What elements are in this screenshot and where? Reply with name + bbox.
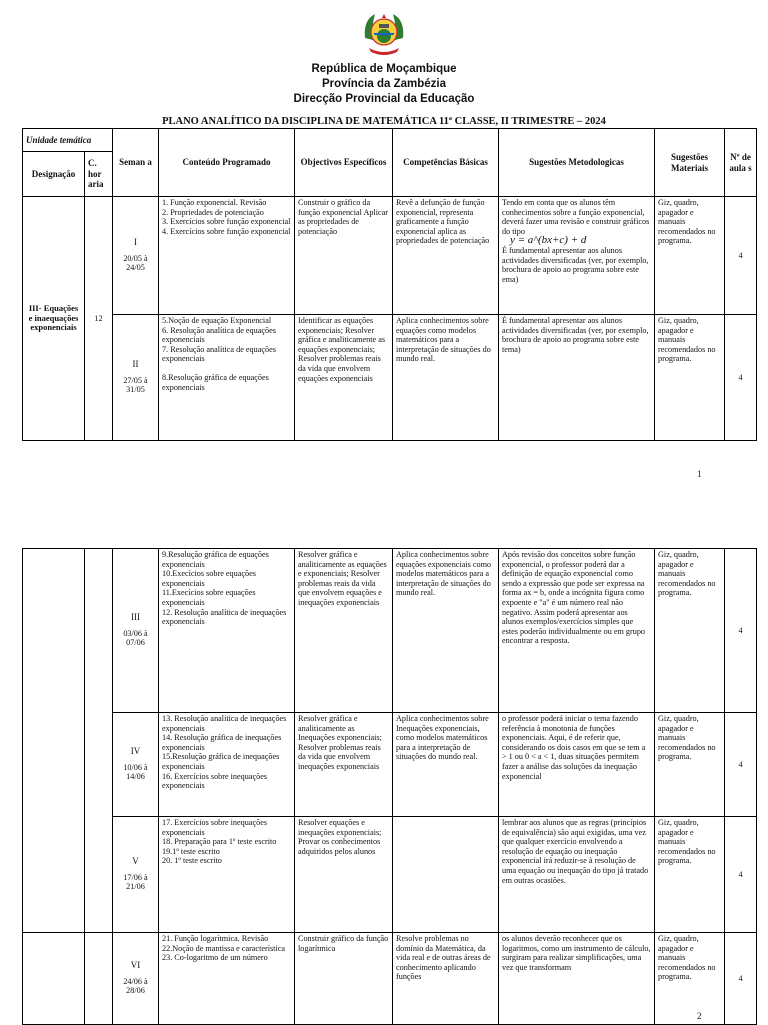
col-sugestoes-materiais: Sugestões Materiais xyxy=(655,129,725,197)
week-number: V xyxy=(132,856,139,867)
competencies-cell: Aplica conhecimentos sobre Inequações exponenciais, como modelos matemáticos para a interpretação de situações do mundo real. xyxy=(393,713,499,817)
content-item: 15.Resolução gráfica de inequações exponenciais xyxy=(162,752,280,771)
week-cell xyxy=(113,315,159,441)
content-item: 8.Resolução gráfica de equações exponenciais xyxy=(162,372,269,392)
content-item: 12. Resolução analítica de inequações exponenciais xyxy=(162,607,287,627)
content-item: 22.Noção de mantissa e característica xyxy=(162,943,285,953)
header-directorate: Direcção Provincial da Educação xyxy=(293,93,475,105)
content-item: 10.Execícios sobre equações exponenciais xyxy=(162,569,256,588)
col-semana: Seman a xyxy=(113,129,159,197)
content-cell xyxy=(159,315,295,441)
header-province: Província da Zambézia xyxy=(322,78,446,90)
objectives-cell: Resolver equações e inequações exponenciais; Provar os conhecimentos adquiridos pelos alunos xyxy=(295,817,393,933)
col-designacao: Designação xyxy=(23,152,85,197)
week-number: II xyxy=(132,359,139,370)
competencies-cell: Revê a defunção de função exponencial, representa graficamente a função exponencial aplica as propriedades de potenciação xyxy=(393,197,499,315)
lessons-cell: 4 xyxy=(725,713,757,817)
content-cell xyxy=(159,713,295,817)
methodology-cell: os alunos deverão reconhecer que os logaritmos, como um instrumento de cálculo, surgiram para realizar simplificações, uma vez que transformam xyxy=(499,933,655,1025)
competencies-cell xyxy=(393,817,499,933)
materials-cell: Giz, quadro, apagador e manuais recomendados no programa. xyxy=(655,315,725,441)
col-unidade-tematica: Unidade temática xyxy=(23,129,113,152)
competencies-cell: Aplica conhecimentos sobre equações como modelos matemáticos para a interpretação de situações do mundo real. xyxy=(393,315,499,441)
formula: y = a^(bx+c) + d xyxy=(510,234,587,247)
objectives-cell: Construir gráfico da função logarítmica xyxy=(295,933,393,1025)
content-cell xyxy=(159,933,295,1025)
week-dates: 03/06 à 07/06 xyxy=(123,628,148,648)
plan-table-page2 xyxy=(22,548,757,1025)
materials-cell: Giz, quadro, apagador e manuais recomendados no programa. xyxy=(655,549,725,713)
week-number: III xyxy=(131,612,140,623)
content-item: 18. Preparação para 1º teste escrito xyxy=(162,837,277,847)
hours-continuation-cell xyxy=(85,549,113,933)
methodology-cell: lembrar aos alunos que as regras (princípios de equivalência) são aqui exigidas, uma vez que qualquer exercício envolvendo a resolução de equação ou inequação exponencial irá reduzir-se à resolução de uma equação ou inequação do tipo já tratado em outras ocasiões. xyxy=(499,817,655,933)
week-cell xyxy=(113,713,159,817)
col-objectivos: Objectivos Específicos xyxy=(295,129,393,197)
unit-continuation-cell xyxy=(23,549,85,933)
col-carga-horaria: C. hor aria xyxy=(85,152,113,197)
content-item: 20. 1º teste escrito xyxy=(162,856,222,866)
content-item: 6. Resolução analítica de equações exponenciais xyxy=(162,325,276,345)
methodology-cell: É fundamental apresentar aos alunos actividades diversificadas (ver, por exemplo, brochura de apoio ao programa sobre este tema) xyxy=(499,315,655,441)
content-cell xyxy=(159,549,295,713)
plan-table-page1 xyxy=(22,128,757,441)
unit-continuation-cell xyxy=(23,933,85,1025)
page-number: 2 xyxy=(697,1011,702,1021)
mozambique-emblem-icon xyxy=(359,8,409,58)
materials-cell: Giz, quadro, apagador e manuais recomendados no programa. xyxy=(655,197,725,315)
content-item: 23. Co-logaritmo de um número xyxy=(162,953,268,963)
col-conteudo: Conteúdo Programado xyxy=(159,129,295,197)
lessons-cell: 4 xyxy=(725,315,757,441)
methodology-cell xyxy=(499,197,655,315)
content-item: 7. Resolução analítica de equações exponenciais xyxy=(162,344,276,364)
col-competencias: Competências Básicas xyxy=(393,129,499,197)
unit-name: III- Equações e inaequações exponenciais xyxy=(23,197,85,441)
week-cell xyxy=(113,549,159,713)
unit-hours: 12 xyxy=(85,197,113,441)
materials-cell: Giz, quadro, apagador e manuais recomendados no programa. xyxy=(655,713,725,817)
methodology-cell: o professor poderá iniciar o tema fazendo referência à monotonia de funções exponenciais. Aqui, é de referir que, considerando os dois casos em que se tem a > 1 ou 0 < a < 1, duas situações permitem fazer a análise das soluções da inequação exponencial xyxy=(499,713,655,817)
content-item: 13. Resolução analítica de inequações exponenciais xyxy=(162,714,287,733)
content-cell xyxy=(159,817,295,933)
competencies-cell: Resolve problemas no domínio da Matemática, da vida real e de outras áreas de conhecimento aplicando funções xyxy=(393,933,499,1025)
week-dates: 20/05 à 24/05 xyxy=(123,253,148,273)
content-item: 2. Propriedades de potenciação xyxy=(162,207,264,217)
week-cell xyxy=(113,817,159,933)
content-item: 5.Noção de equação Exponencial xyxy=(162,316,272,325)
content-item: 21. Função logarítmica. Revisão xyxy=(162,934,269,943)
content-item: 1. Função exponencial. Revisão xyxy=(162,198,267,207)
content-item: 17. Exercícios sobre inequações exponenciais xyxy=(162,818,268,837)
page-number: 1 xyxy=(697,469,702,479)
week-cell xyxy=(113,933,159,1025)
week-dates: 17/06 à 21/06 xyxy=(123,872,148,892)
content-item: 19.1º teste escrito xyxy=(162,846,220,856)
content-item: 14. Resolução gráfica de inequações exponenciais xyxy=(162,733,282,752)
lessons-cell: 4 xyxy=(725,933,757,1025)
col-n-aulas: Nº de aula s xyxy=(725,129,757,197)
week-number: IV xyxy=(130,746,141,757)
header-republic: República de Moçambique xyxy=(311,63,457,75)
content-item: 4. Exercícios sobre função exponencial xyxy=(162,226,291,236)
week-number: I xyxy=(134,237,137,248)
content-cell xyxy=(159,197,295,315)
content-item: 16. Exercícios sobre inequações exponenciais xyxy=(162,771,268,791)
col-sugestoes-metodologicas: Sugestões Metodologicas xyxy=(499,129,655,197)
lessons-cell: 4 xyxy=(725,197,757,315)
materials-cell: Giz, quadro, apagador e manuais recomendados no programa. xyxy=(655,817,725,933)
content-item: 9.Resolução gráfica de equações exponenciais xyxy=(162,550,269,569)
objectives-cell: Resolver gráfica e analiticamente as equações e exponenciais; Resolver problemas reais da vida que envolvem equações e inequações exponenciais xyxy=(295,549,393,713)
week-dates: 10/06 à 14/06 xyxy=(123,762,148,782)
methodology-text: Tendo em conta que os alunos têm conhecimentos sobre a função exponencial, deverá fazer uma revisão e construir gráficos do tipo xyxy=(502,198,650,236)
competencies-cell: Aplica conhecimentos sobre equações exponenciais como modelos matemáticos para a interpretação de situações do mundo real. xyxy=(393,549,499,713)
lessons-cell: 4 xyxy=(725,817,757,933)
methodology-text: É fundamental apresentar aos alunos actividades diversificadas (ver, por exemplo, brochura de apoio ao programa sobre este ema) xyxy=(502,245,649,284)
week-dates: 24/06 à 28/06 xyxy=(123,976,148,996)
materials-cell: Giz, quadro, apagador e manuais recomendados no programa. xyxy=(655,933,725,1025)
objectives-cell: Construir o gráfico da função exponencial Aplicar as propriedades de potenciação xyxy=(295,197,393,315)
week-dates: 27/05 à 31/05 xyxy=(123,375,148,395)
hours-continuation-cell xyxy=(85,933,113,1025)
plan-title: PLANO ANALÍTICO DA DISCIPLINA DE MATEMÁTICA 11ª CLASSE, II TRIMESTRE – 2024 xyxy=(162,116,606,127)
objectives-cell: Resolver gráfica e analiticamente as Inequações exponenciais; Resolver problemas reais da vida que envolvem inequações exponenciais xyxy=(295,713,393,817)
content-item: 3. Exercícios sobre função exponencial xyxy=(162,217,291,227)
content-item: 11.Execícios sobre equações exponenciais xyxy=(162,588,256,607)
week-number: VI xyxy=(130,960,141,971)
week-cell xyxy=(113,197,159,315)
methodology-cell: Após revisão dos conceitos sobre função exponencial, o professor poderá dar a definição de equação exponencial como sendo a expressão que pode ser expressa na forma ax = b, onde a incógnita figura como expoente e "a" é um número real não negativo. Assim poderá apresentar aos alunos exemplos/exercícios simples que estes poderão individualmente ou em grupo encontrar a resposta. xyxy=(499,549,655,713)
objectives-cell: Identificar as equações exponenciais; Resolver gráfica e analiticamente as equações exponenciais; Resolver problemas reais da vida que envolvem equações exponenciais xyxy=(295,315,393,441)
lessons-cell: 4 xyxy=(725,549,757,713)
